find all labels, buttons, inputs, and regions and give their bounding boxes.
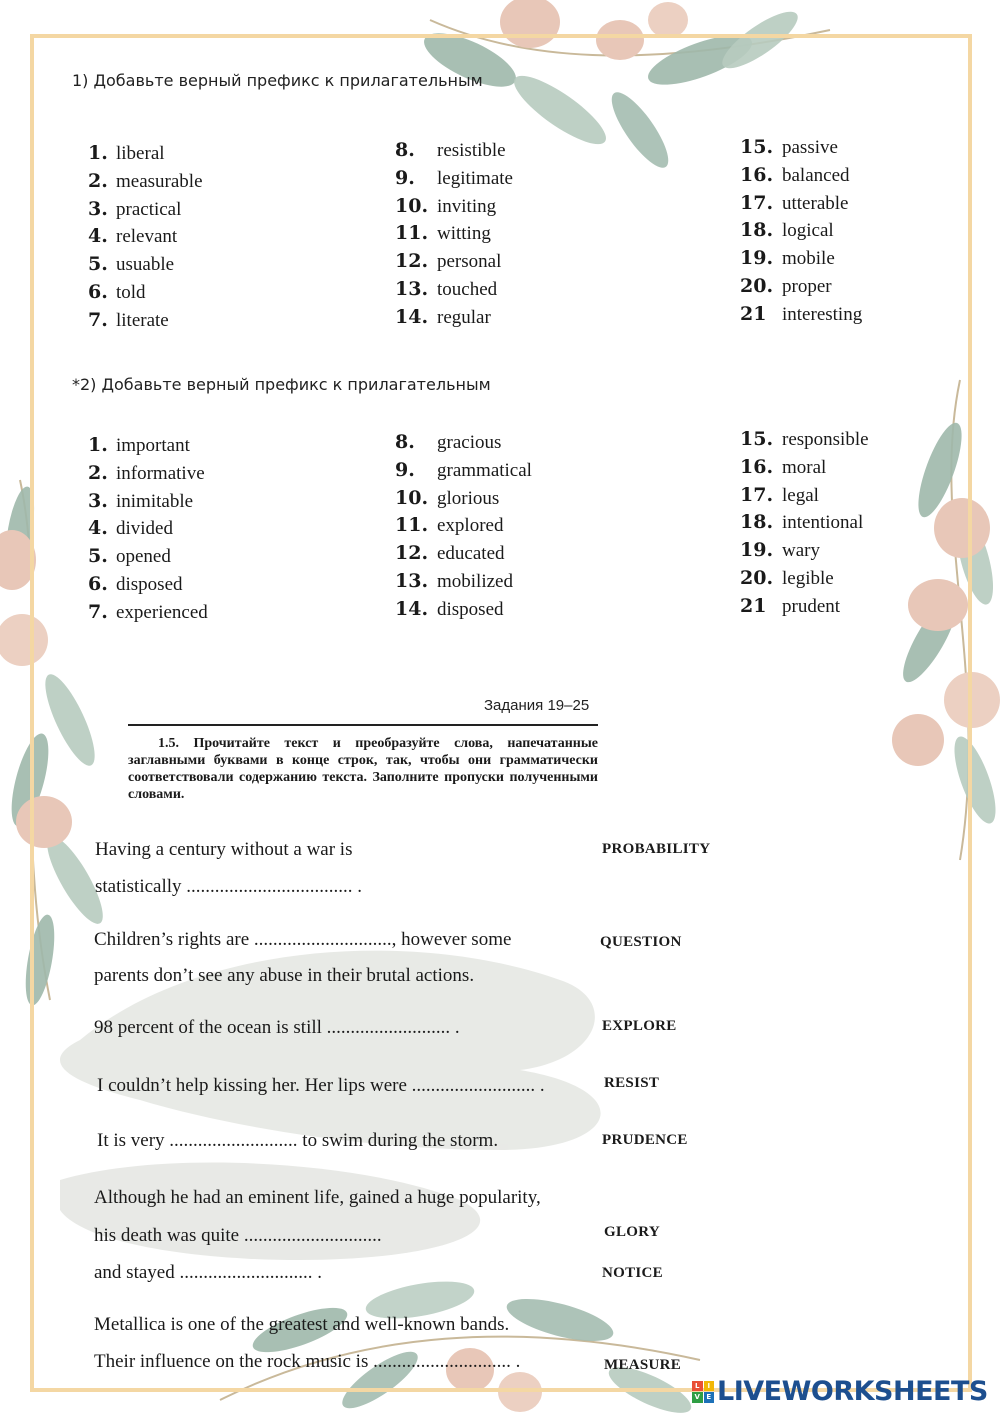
item-word: prudent [782, 595, 841, 617]
word-item [88, 490, 193, 513]
item-number: 4. [88, 517, 108, 540]
word-item [88, 198, 181, 221]
item-word: proper [782, 276, 832, 297]
keyword-resist: RESIST [604, 1075, 660, 1091]
item-number: 13. [395, 278, 429, 300]
item-number: 3. [88, 197, 108, 220]
keyword-notice: NOTICE [602, 1265, 663, 1281]
item-number: 10. [395, 194, 429, 217]
item-number: 9. [395, 458, 415, 481]
item-word: inimitable [116, 490, 194, 512]
item-number: 6. [88, 281, 108, 303]
item-word: told [116, 282, 146, 303]
task-divider [128, 724, 598, 726]
item-number: 7. [88, 308, 108, 331]
word-item [740, 303, 862, 326]
item-number: 12. [395, 250, 429, 273]
item-word: passive [782, 137, 838, 158]
item-number: 12. [395, 542, 429, 565]
item-number: 19. [740, 539, 774, 562]
item-number: 21 [740, 594, 767, 617]
item-word: gracious [437, 432, 502, 453]
logo-mark-letter: L [692, 1381, 703, 1392]
item-word: important [116, 435, 190, 456]
item-number: 13. [395, 570, 429, 592]
word-item [395, 570, 513, 593]
item-word: touched [437, 279, 498, 300]
word-item [88, 434, 190, 457]
logo-text: LIVEWORKSHEETS [717, 1376, 988, 1407]
item-number: 20. [740, 567, 774, 589]
word-item [88, 142, 165, 165]
item-number: 15. [740, 428, 774, 450]
item-word: divided [116, 518, 173, 540]
item-number: 11. [395, 514, 429, 537]
word-item [395, 222, 491, 245]
word-item [740, 192, 848, 215]
item-word: opened [116, 546, 171, 568]
item-word: interesting [782, 303, 863, 325]
logo-mark-letter: E [704, 1392, 715, 1403]
word-item [88, 225, 177, 248]
item-number: 2. [88, 461, 108, 484]
item-number: 14. [395, 305, 429, 328]
item-word: inviting [437, 195, 497, 217]
item-word: legible [782, 568, 834, 589]
word-item [740, 484, 819, 507]
item-word: educated [437, 543, 505, 565]
sentence-line: and stayed ............................ . [94, 1262, 322, 1283]
item-word: liberal [116, 143, 165, 164]
word-item [740, 511, 863, 534]
item-number: 17. [740, 483, 774, 506]
word-item [740, 219, 834, 242]
keyword-explore: EXPLORE [602, 1018, 677, 1034]
sentence-line: Although he had an eminent life, gained a huge popularity, [94, 1187, 541, 1208]
item-word: practical [116, 198, 182, 220]
sentence-line: 98 percent of the ocean is still .......................... . [94, 1017, 460, 1038]
sentence-line: Children’s rights are ............................., however some [94, 929, 512, 950]
logo-mark-letter: I [704, 1381, 715, 1392]
word-item [395, 167, 513, 190]
word-item [740, 275, 832, 298]
word-item [395, 542, 505, 565]
item-number: 1. [88, 434, 108, 456]
item-word: mobilized [437, 571, 513, 592]
item-number: 16. [740, 163, 774, 186]
item-word: relevant [116, 226, 178, 248]
item-word: legitimate [437, 167, 513, 189]
keyword-measure: MEASURE [604, 1357, 682, 1373]
word-item [740, 567, 834, 590]
keyword-question: QUESTION [600, 934, 682, 950]
item-word: legal [782, 484, 819, 506]
word-item [395, 139, 506, 162]
item-number: 11. [395, 222, 429, 245]
item-number: 5. [88, 253, 108, 276]
item-word: personal [437, 251, 502, 273]
word-item [88, 573, 183, 596]
logo-mark-letter: V [692, 1392, 703, 1403]
item-word: explored [437, 515, 504, 537]
sentence-line: Having a century without a war is [95, 839, 353, 860]
task-instruction: 1.5. Прочитайте текст и преобразуйте слова, напечатанные заглавными буквами в конце строк, так, чтобы они грамматически соответствовали содержанию текста. Заполните пропуски полученными словами. [128, 736, 598, 802]
item-word: moral [782, 456, 827, 478]
word-item [395, 514, 503, 537]
item-word: grammatical [437, 459, 532, 481]
word-item [88, 601, 208, 624]
item-word: usuable [116, 254, 175, 276]
sentence-line: Metallica is one of the greatest and well-known bands. [94, 1314, 510, 1335]
item-number: 1. [88, 142, 108, 164]
word-item [88, 253, 174, 276]
item-word: resistible [437, 140, 506, 161]
item-number: 10. [395, 486, 429, 509]
section1-heading: 1) Добавьте верный префикс к прилагательным [72, 71, 483, 90]
item-number: 4. [88, 225, 108, 248]
task-title: Задания 19–25 [484, 697, 590, 714]
word-item [88, 462, 205, 485]
item-word: experienced [116, 601, 208, 623]
item-word: mobile [782, 248, 835, 270]
word-item [395, 431, 501, 454]
item-number: 8. [395, 139, 415, 161]
word-item [740, 247, 835, 270]
item-number: 7. [88, 600, 108, 623]
item-number: 14. [395, 597, 429, 620]
word-item [395, 598, 504, 621]
item-number: 21 [740, 302, 767, 325]
item-word: wary [782, 540, 820, 562]
item-number: 18. [740, 511, 774, 534]
word-item [740, 136, 838, 159]
word-item [88, 170, 203, 193]
liveworksheets-logo[interactable] [692, 1376, 988, 1407]
section2-heading: *2) Добавьте верный префикс к прилагательным [72, 375, 491, 394]
item-word: regular [437, 306, 491, 328]
word-item [88, 545, 171, 568]
item-number: 16. [740, 455, 774, 478]
keyword-probability: PROBABILITY [602, 841, 711, 857]
item-number: 19. [740, 247, 774, 270]
word-item [395, 487, 499, 510]
word-item [395, 306, 491, 329]
item-number: 20. [740, 275, 774, 297]
item-number: 3. [88, 489, 108, 512]
keyword-prudence: PRUDENCE [602, 1132, 688, 1148]
item-number: 9. [395, 166, 415, 189]
sentence-line: Their influence on the rock music is ............................. . [94, 1351, 521, 1372]
sentence-line: It is very ........................... to swim during the storm. [97, 1130, 499, 1151]
word-item [395, 195, 496, 218]
word-item [88, 281, 146, 304]
item-word: utterable [782, 192, 849, 214]
word-item [740, 595, 840, 618]
word-item [88, 517, 173, 540]
item-word: glorious [437, 487, 500, 509]
sentence-line: I couldn’t help kissing her. Her lips were .......................... . [97, 1075, 545, 1096]
sentence-line: his death was quite ............................. [94, 1225, 382, 1246]
item-word: disposed [116, 574, 183, 595]
sentence-line: parents don’t see any abuse in their brutal actions. [94, 965, 475, 986]
item-word: informative [116, 462, 205, 484]
word-item [740, 164, 850, 187]
logo-mark-icon [692, 1381, 714, 1403]
item-number: 2. [88, 169, 108, 192]
word-item [395, 278, 497, 301]
word-item [740, 456, 826, 479]
item-word: responsible [782, 429, 869, 450]
word-item [740, 428, 869, 451]
item-number: 5. [88, 545, 108, 568]
item-word: disposed [437, 598, 504, 620]
item-number: 15. [740, 136, 774, 158]
item-word: balanced [782, 164, 850, 186]
item-number: 8. [395, 431, 415, 453]
item-number: 6. [88, 573, 108, 595]
word-item [395, 250, 501, 273]
item-word: witting [437, 223, 491, 245]
item-word: measurable [116, 170, 203, 192]
word-item [740, 539, 820, 562]
keyword-glory: GLORY [604, 1224, 660, 1240]
sentence-line: statistically ................................... . [95, 876, 363, 897]
item-number: 17. [740, 191, 774, 214]
item-number: 18. [740, 219, 774, 242]
word-item [395, 459, 532, 482]
item-word: literate [116, 309, 169, 331]
word-item [88, 309, 169, 332]
item-word: intentional [782, 512, 864, 534]
item-word: logical [782, 220, 834, 242]
